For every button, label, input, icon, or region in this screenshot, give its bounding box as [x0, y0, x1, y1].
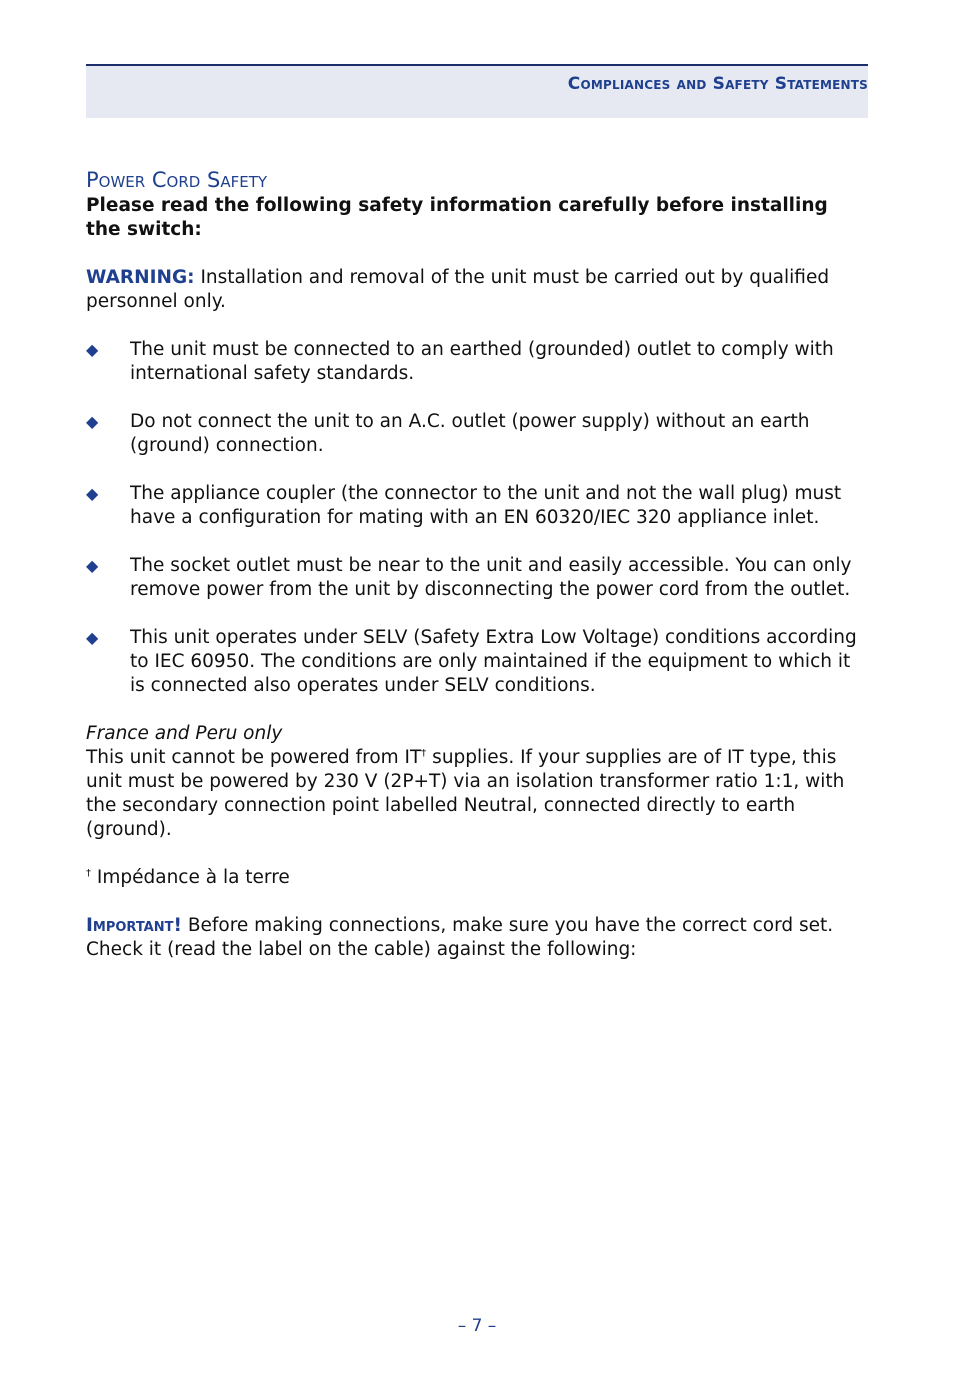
diamond-bullet-icon: ◆	[86, 484, 99, 503]
list-item	[86, 626, 868, 698]
bullet-text: This unit operates under SELV (Safety Extra Low Voltage) conditions according to IEC 60950. The conditions are only maintained if the equipment to which it is connected also operates under SELV conditions.	[130, 627, 857, 696]
france-peru-paragraph	[86, 746, 868, 842]
list-item	[86, 482, 868, 530]
list-item	[86, 410, 868, 458]
page-number: – 7 –	[457, 1316, 497, 1336]
warning-paragraph	[86, 266, 868, 314]
france-text-before: This unit cannot be powered from IT	[86, 747, 422, 768]
list-item	[86, 554, 868, 602]
dagger-mark: †	[421, 747, 427, 759]
safety-bullet-list	[86, 338, 868, 698]
important-label: Important!	[86, 915, 182, 936]
bullet-text: The unit must be connected to an earthed (grounded) outlet to comply with international safety standards.	[130, 339, 834, 384]
important-text: Before making connections, make sure you have the correct cord set. Check it (read the label on the cable) against the following:	[86, 915, 834, 960]
diamond-bullet-icon: ◆	[86, 556, 99, 575]
important-paragraph	[86, 914, 868, 962]
warning-text: Installation and removal of the unit must be carried out by qualified personnel only.	[86, 267, 830, 312]
diamond-bullet-icon: ◆	[86, 412, 99, 431]
bullet-text: The appliance coupler (the connector to the unit and not the wall plug) must have a configuration for mating with an EN 60320/IEC 320 appliance inlet.	[130, 483, 842, 528]
intro-text: Please read the following safety information carefully before installing the switch:	[86, 195, 828, 240]
diamond-bullet-icon: ◆	[86, 628, 99, 647]
diamond-bullet-icon: ◆	[86, 340, 99, 359]
warning-label: WARNING:	[86, 267, 195, 288]
footnote-text: Impédance à la terre	[91, 867, 290, 888]
france-peru-heading: France and Peru only	[86, 723, 283, 744]
page-content	[86, 166, 868, 962]
footnote-dagger-mark: †	[86, 867, 91, 879]
header-title: Compliances and Safety Statements	[567, 74, 868, 94]
list-item	[86, 338, 868, 386]
bullet-text: The socket outlet must be near to the unit and easily accessible. You can only remove power from the unit by disconnecting the power cord from the outlet.	[130, 555, 852, 600]
france-text-after: supplies. If your supplies are of IT type, this unit must be powered by 230 V (2P+T) via an isolation transformer ratio 1:1, with the secondary connection point labelled Neutral, connected directly to earth (ground).	[86, 747, 845, 840]
bullet-text: Do not connect the unit to an A.C. outlet (power supply) without an earth (ground) connection.	[130, 411, 810, 456]
page-header	[86, 64, 868, 118]
footnote	[86, 866, 868, 890]
section-title: Power Cord Safety	[86, 168, 268, 192]
